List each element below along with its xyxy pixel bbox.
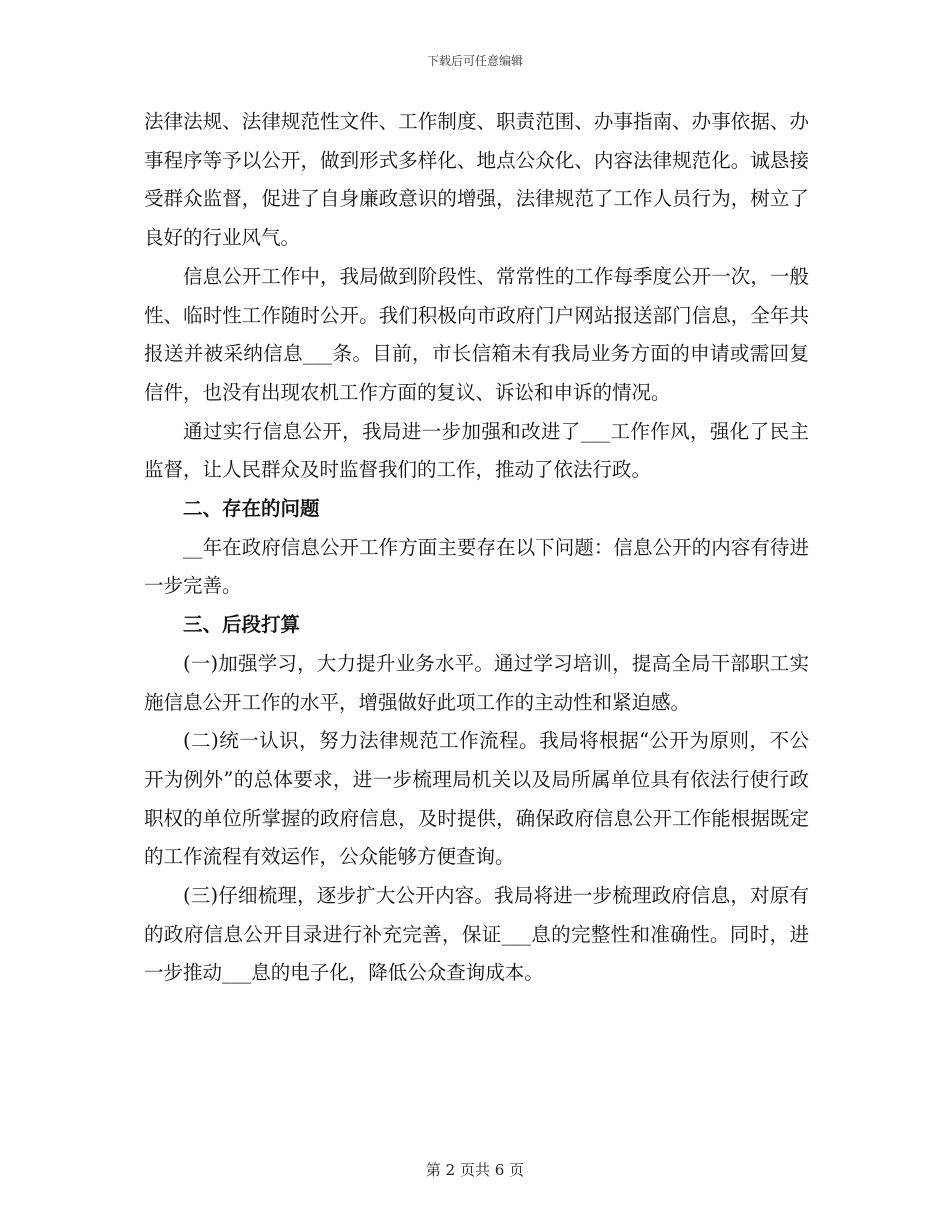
paragraph-continued: 法律法规、法律规范性文件、工作制度、职责范围、办事指南、办事依据、办事程序等予以公开，做到形式多样化、地点公众化、内容法律规范化。诚恳接受群众监督，促进了自身廉政意识的增强，法律规范了工作人员行为，树立了良好的行业风气。	[144, 110, 809, 250]
paragraph-improvement: 通过实行信息公开，我局进一步加强和改进了___工作作风，强化了民主监督，让人民群众及时监督我们的工作，推动了依法行政。	[144, 419, 809, 482]
paragraph-problems: __年在政府信息公开工作方面主要存在以下问题：信息公开的内容有待进一步完善。	[144, 535, 809, 598]
document-body	[144, 103, 809, 993]
page-header: 下载后可任意编辑	[426, 54, 523, 68]
paragraph-plan-3: (三)仔细梳理，逐步扩大公开内容。我局将进一步梳理政府信息，对原有的政府信息公开目录进行补充完善，保证___息的完整性和准确性。同时，进一步推动___息的电子化，降低公众查询成本。	[144, 884, 809, 985]
section-heading-problems: 二、存在的问题	[183, 497, 320, 521]
paragraph-plan-2: (二)统一认识，努力法律规范工作流程。我局将根据“公开为原则，不公开为例外”的总体要求，进一步梳理局机关以及局所属单位具有依法行使行政职权的单位所掌握的政府信息，及时提供，确保政府信息公开工作能根据既定的工作流程有效运作，公众能够方便查询。	[144, 729, 809, 869]
page-number: 第 2 页共 6 页	[425, 1161, 525, 1179]
paragraph-info-disclosure: 信息公开工作中，我局做到阶段性、常常性的工作每季度公开一次，一般性、临时性工作随时公开。我们积极向市政府门户网站报送部门信息，全年共报送并被采纳信息___条。目前，市长信箱未有我局业务方面的申请或需回复信件，也没有出现农机工作方面的复议、诉讼和申诉的情况。	[144, 264, 809, 404]
paragraph-plan-1: (一)加强学习，大力提升业务水平。通过学习培训，提高全局干部职工实施信息公开工作的水平，增强做好此项工作的主动性和紧迫感。	[144, 651, 809, 714]
section-heading-plans: 三、后段打算	[183, 613, 301, 637]
